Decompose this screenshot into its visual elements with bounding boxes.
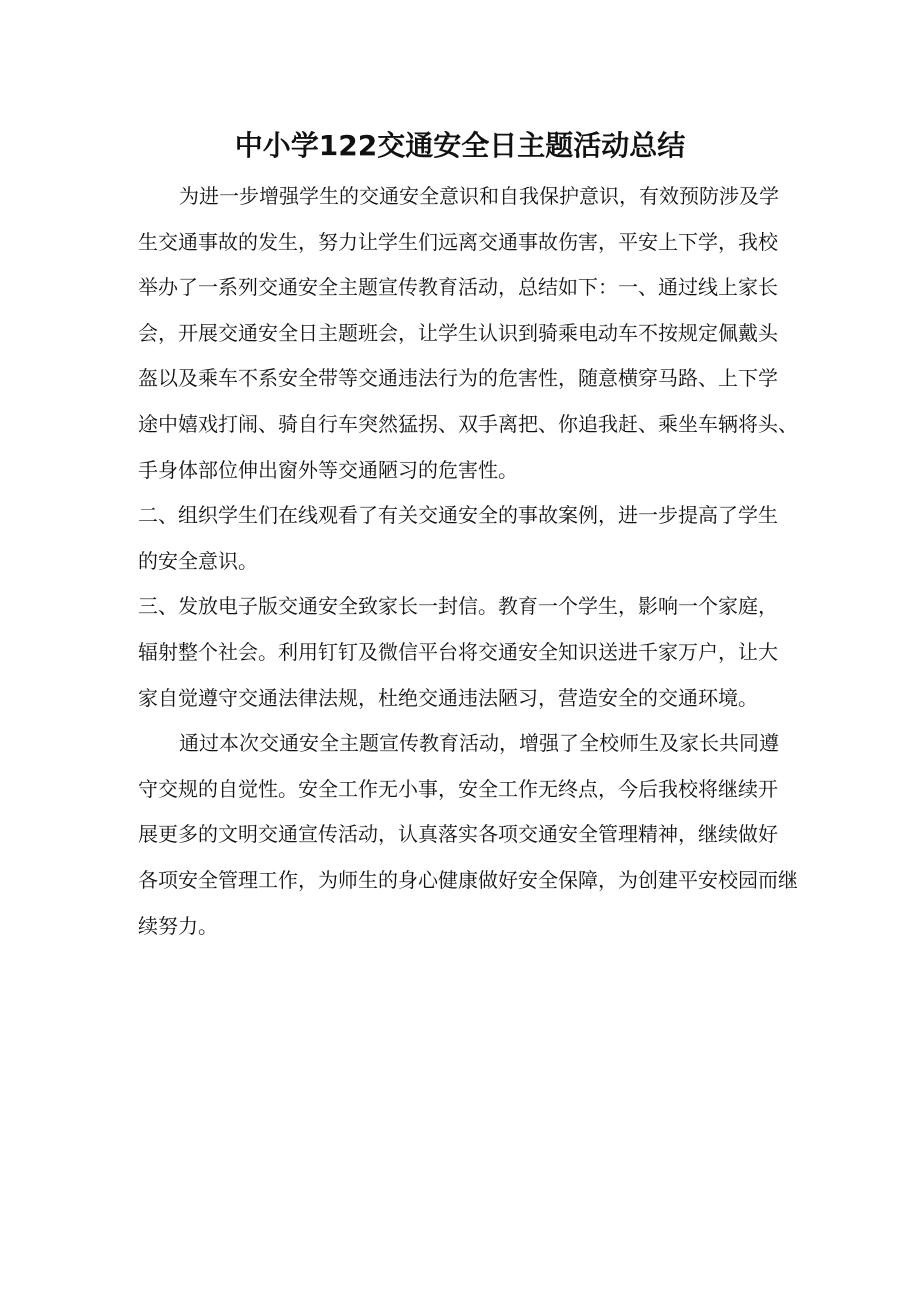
document-body <box>138 174 798 949</box>
text-line: 三、发放电子版交通安全致家长一封信。教育一个学生，影响一个家庭， <box>138 594 778 619</box>
paragraph-section-two <box>138 493 798 584</box>
document-title: 中小学122交通安全日主题活动总结 <box>234 129 686 162</box>
text-line: 盔以及乘车不系安全带等交通违法行为的危害性，随意横穿马路、上下学 <box>138 366 778 391</box>
text-line: 各项安全管理工作，为师生的身心健康做好安全保障，为创建平安校园而继 <box>138 867 798 892</box>
text-line: 二、组织学生们在线观看了有关交通安全的事故案例，进一步提高了学生 <box>138 503 778 528</box>
text-line: 辐射整个社会。利用钉钉及微信平台将交通安全知识送进千家万户，让大 <box>138 639 778 664</box>
paragraph-conclusion <box>138 721 798 949</box>
text-line: 举办了一系列交通安全主题宣传教育活动，总结如下：一、通过线上家长 <box>138 275 778 300</box>
text-line: 家自觉遵守交通法律法规，杜绝交通违法陋习，营造安全的交通环境。 <box>138 685 758 710</box>
paragraph-section-three <box>138 584 798 721</box>
paragraph-intro <box>138 174 798 493</box>
text-line: 生交通事故的发生，努力让学生们远离交通事故伤害，平安上下学，我校 <box>138 229 778 254</box>
text-line: 续努力。 <box>138 913 218 938</box>
text-line: 为进一步增强学生的交通安全意识和自我保护意识，有效预防涉及学 <box>179 184 779 208</box>
text-line: 展更多的文明交通宣传活动，认真落实各项交通安全管理精神，继续做好 <box>138 822 778 847</box>
text-line: 守交规的自觉性。安全工作无小事，安全工作无终点，今后我校将继续开 <box>138 776 778 801</box>
text-line: 的安全意识。 <box>138 548 258 573</box>
text-line: 手身体部位伸出窗外等交通陋习的危害性。 <box>138 457 518 482</box>
text-line: 会，开展交通安全日主题班会，让学生认识到骑乘电动车不按规定佩戴头 <box>138 320 778 345</box>
text-line: 途中嬉戏打闹、骑自行车突然猛拐、双手离把、你追我赶、乘坐车辆将头、 <box>138 411 798 436</box>
text-line: 通过本次交通安全主题宣传教育活动，增强了全校师生及家长共同遵 <box>179 731 779 756</box>
